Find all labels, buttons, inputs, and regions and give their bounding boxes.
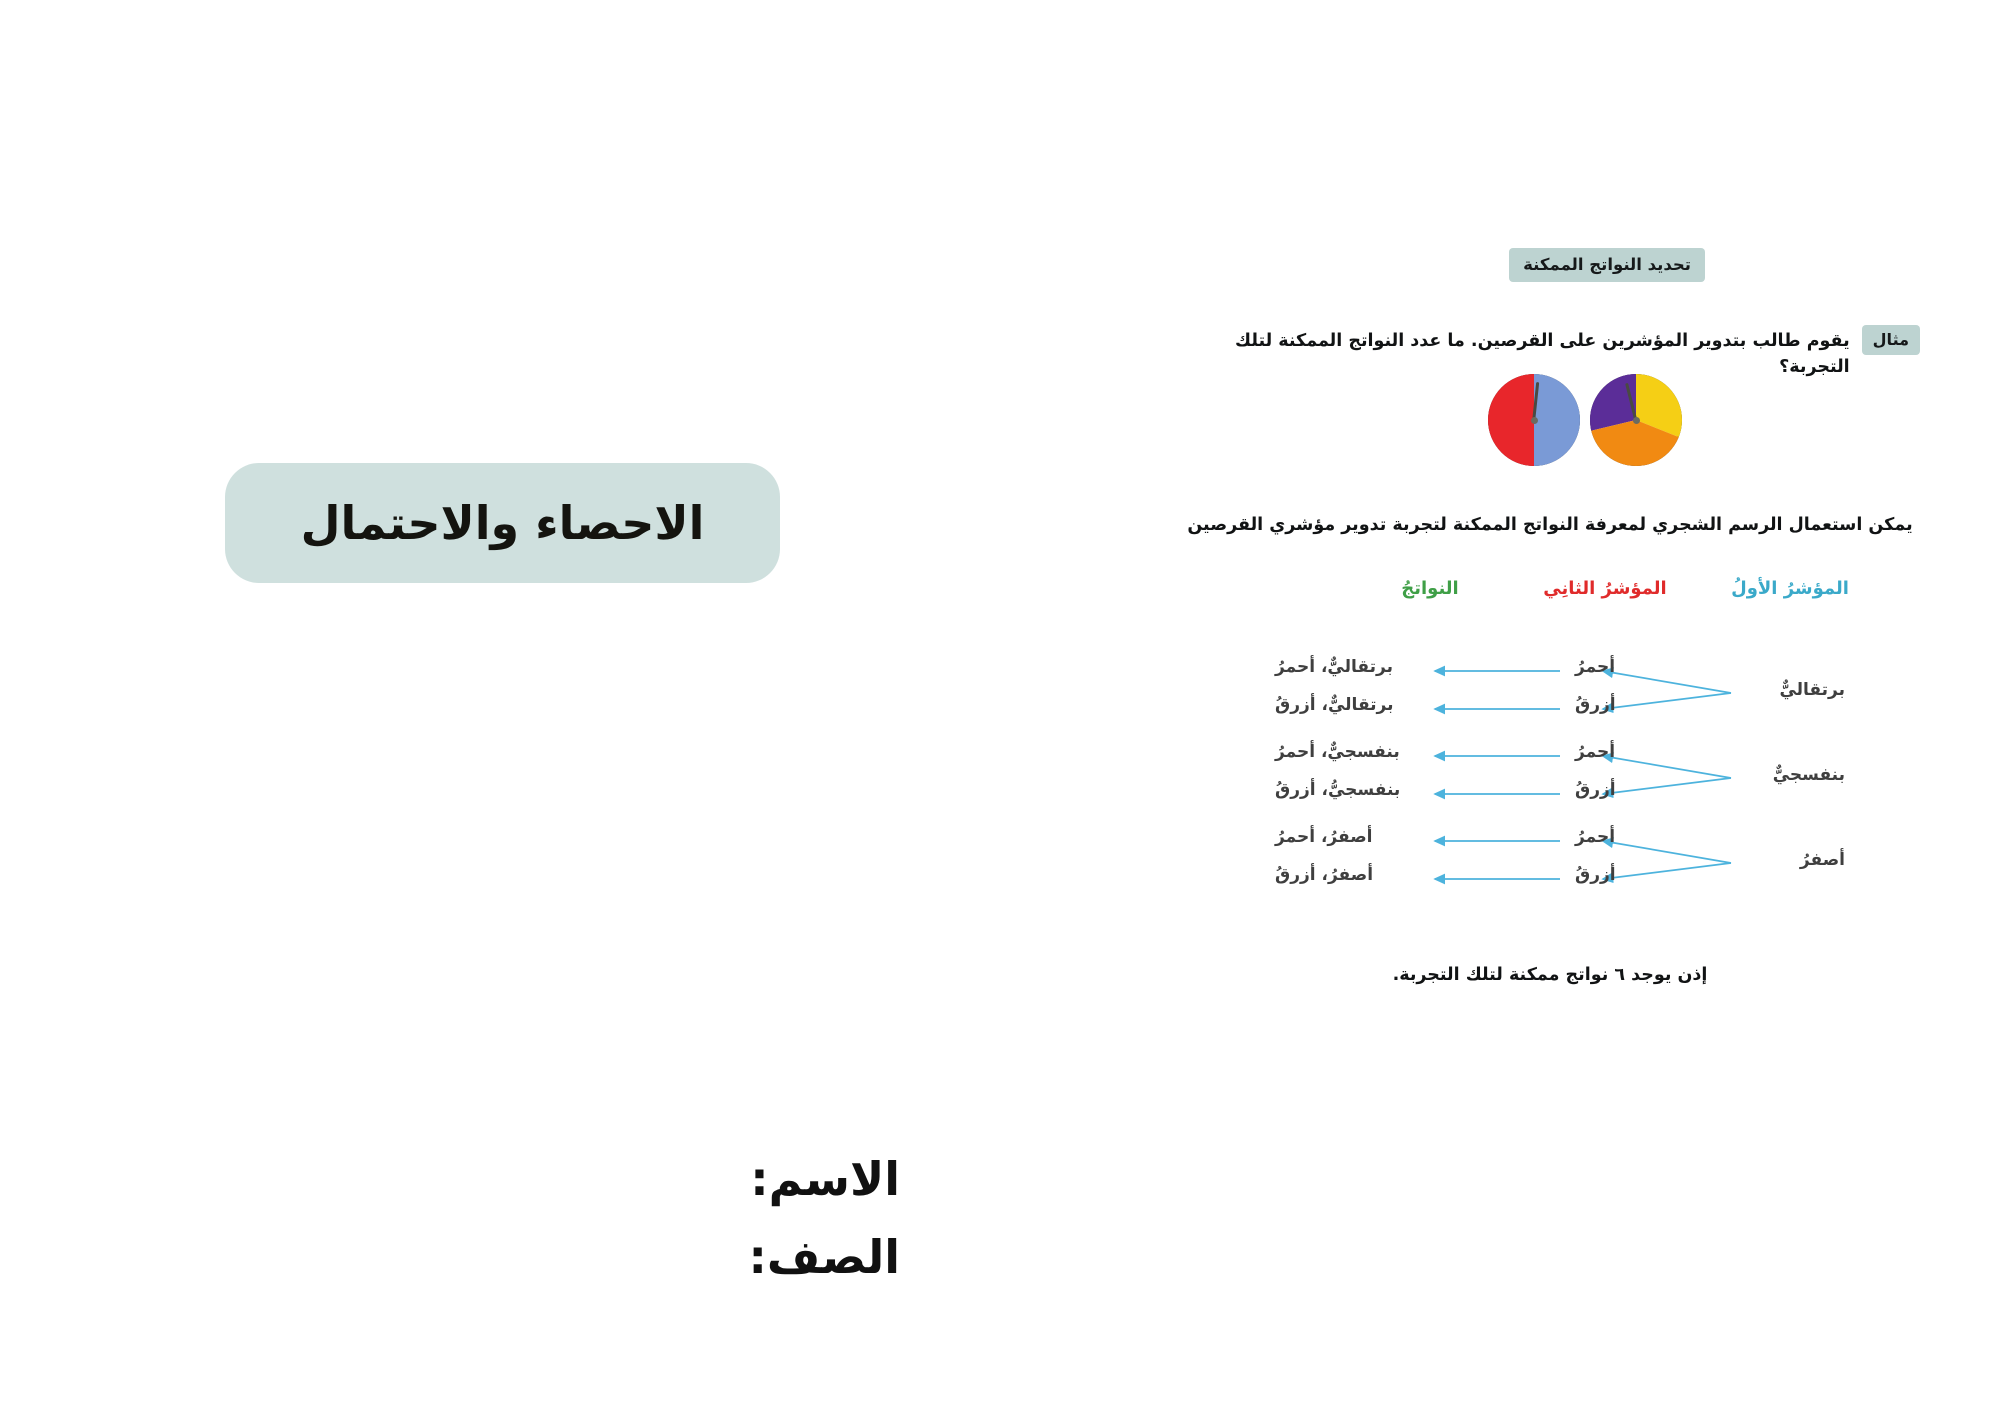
tree-outcome-1: برتقاليٌّ، أحمرُ [1275, 657, 1393, 677]
name-field-label: الاسم: [750, 1152, 900, 1206]
tree-level2-node-5: أحمرُ [1575, 827, 1616, 847]
spinner-one-hub [1531, 417, 1538, 424]
spinner-one [1488, 374, 1580, 466]
tree-outcome-3: بنفسجيٌّ، أحمرُ [1275, 742, 1400, 762]
tree-level2-node-4: أزرقُ [1575, 780, 1616, 800]
spinner-one-red-sector [1488, 374, 1534, 466]
tree-outcome-2: برتقاليٌّ، أزرقُ [1275, 695, 1394, 715]
student-info-block [540, 1140, 900, 1296]
conclusion-text: إذن يوجد ٦ نواتج ممكنة لتلك التجربة. [1392, 965, 1708, 985]
tree-level2-node-2: أزرقُ [1575, 695, 1616, 715]
example-question-text: يقوم طالب بتدوير المؤشرين على القرصين. ما عدد النواتج الممكنة لتلك التجربة؟ [1235, 331, 1850, 377]
tree-level1-node-3: أصفرُ [1799, 850, 1845, 870]
tree-level2-node-3: أحمرُ [1575, 742, 1616, 762]
tree-header-first-spinner: المؤشرُ الأولُ [1731, 578, 1849, 599]
tree-level1-node-1: برتقاليٌّ [1779, 680, 1845, 700]
spinner-two-hub [1633, 417, 1640, 424]
tree-outcome-5: أصفرُ، أحمرُ [1275, 827, 1373, 847]
page-title: الاحصاء والاحتمال [300, 496, 705, 550]
example-badge: مثال [1862, 325, 1920, 355]
spinner-two [1590, 374, 1682, 466]
tree-diagram [1205, 575, 1855, 950]
tree-outcome-6: أصفرُ، أزرقُ [1275, 865, 1374, 885]
worksheet-title-pill [225, 463, 780, 583]
class-field-label: الصف: [748, 1230, 900, 1284]
tree-level1-node-2: بنفسجيٌّ [1772, 765, 1845, 785]
tree-diagram-arrows [1205, 575, 1855, 950]
tree-level2-node-6: أزرقُ [1575, 865, 1616, 885]
tree-outcome-4: بنفسجيُّ، أزرقُ [1275, 780, 1401, 800]
tree-header-second-spinner: المؤشرُ الثانِي [1543, 578, 1667, 599]
spinner-one-blue-sector [1534, 374, 1580, 466]
section-tag: تحديد النواتج الممكنة [1509, 248, 1705, 282]
tree-level2-node-1: أحمرُ [1575, 657, 1616, 677]
tree-header-results: النواتجُ [1401, 578, 1459, 599]
worksheet-content [1100, 0, 2000, 1414]
tree-intro-text: يمكن استعمال الرسم الشجري لمعرفة النواتج الممكنة لتجربة تدوير مؤشري القرصين [1187, 515, 1913, 535]
spinners-illustration [1470, 370, 1700, 470]
